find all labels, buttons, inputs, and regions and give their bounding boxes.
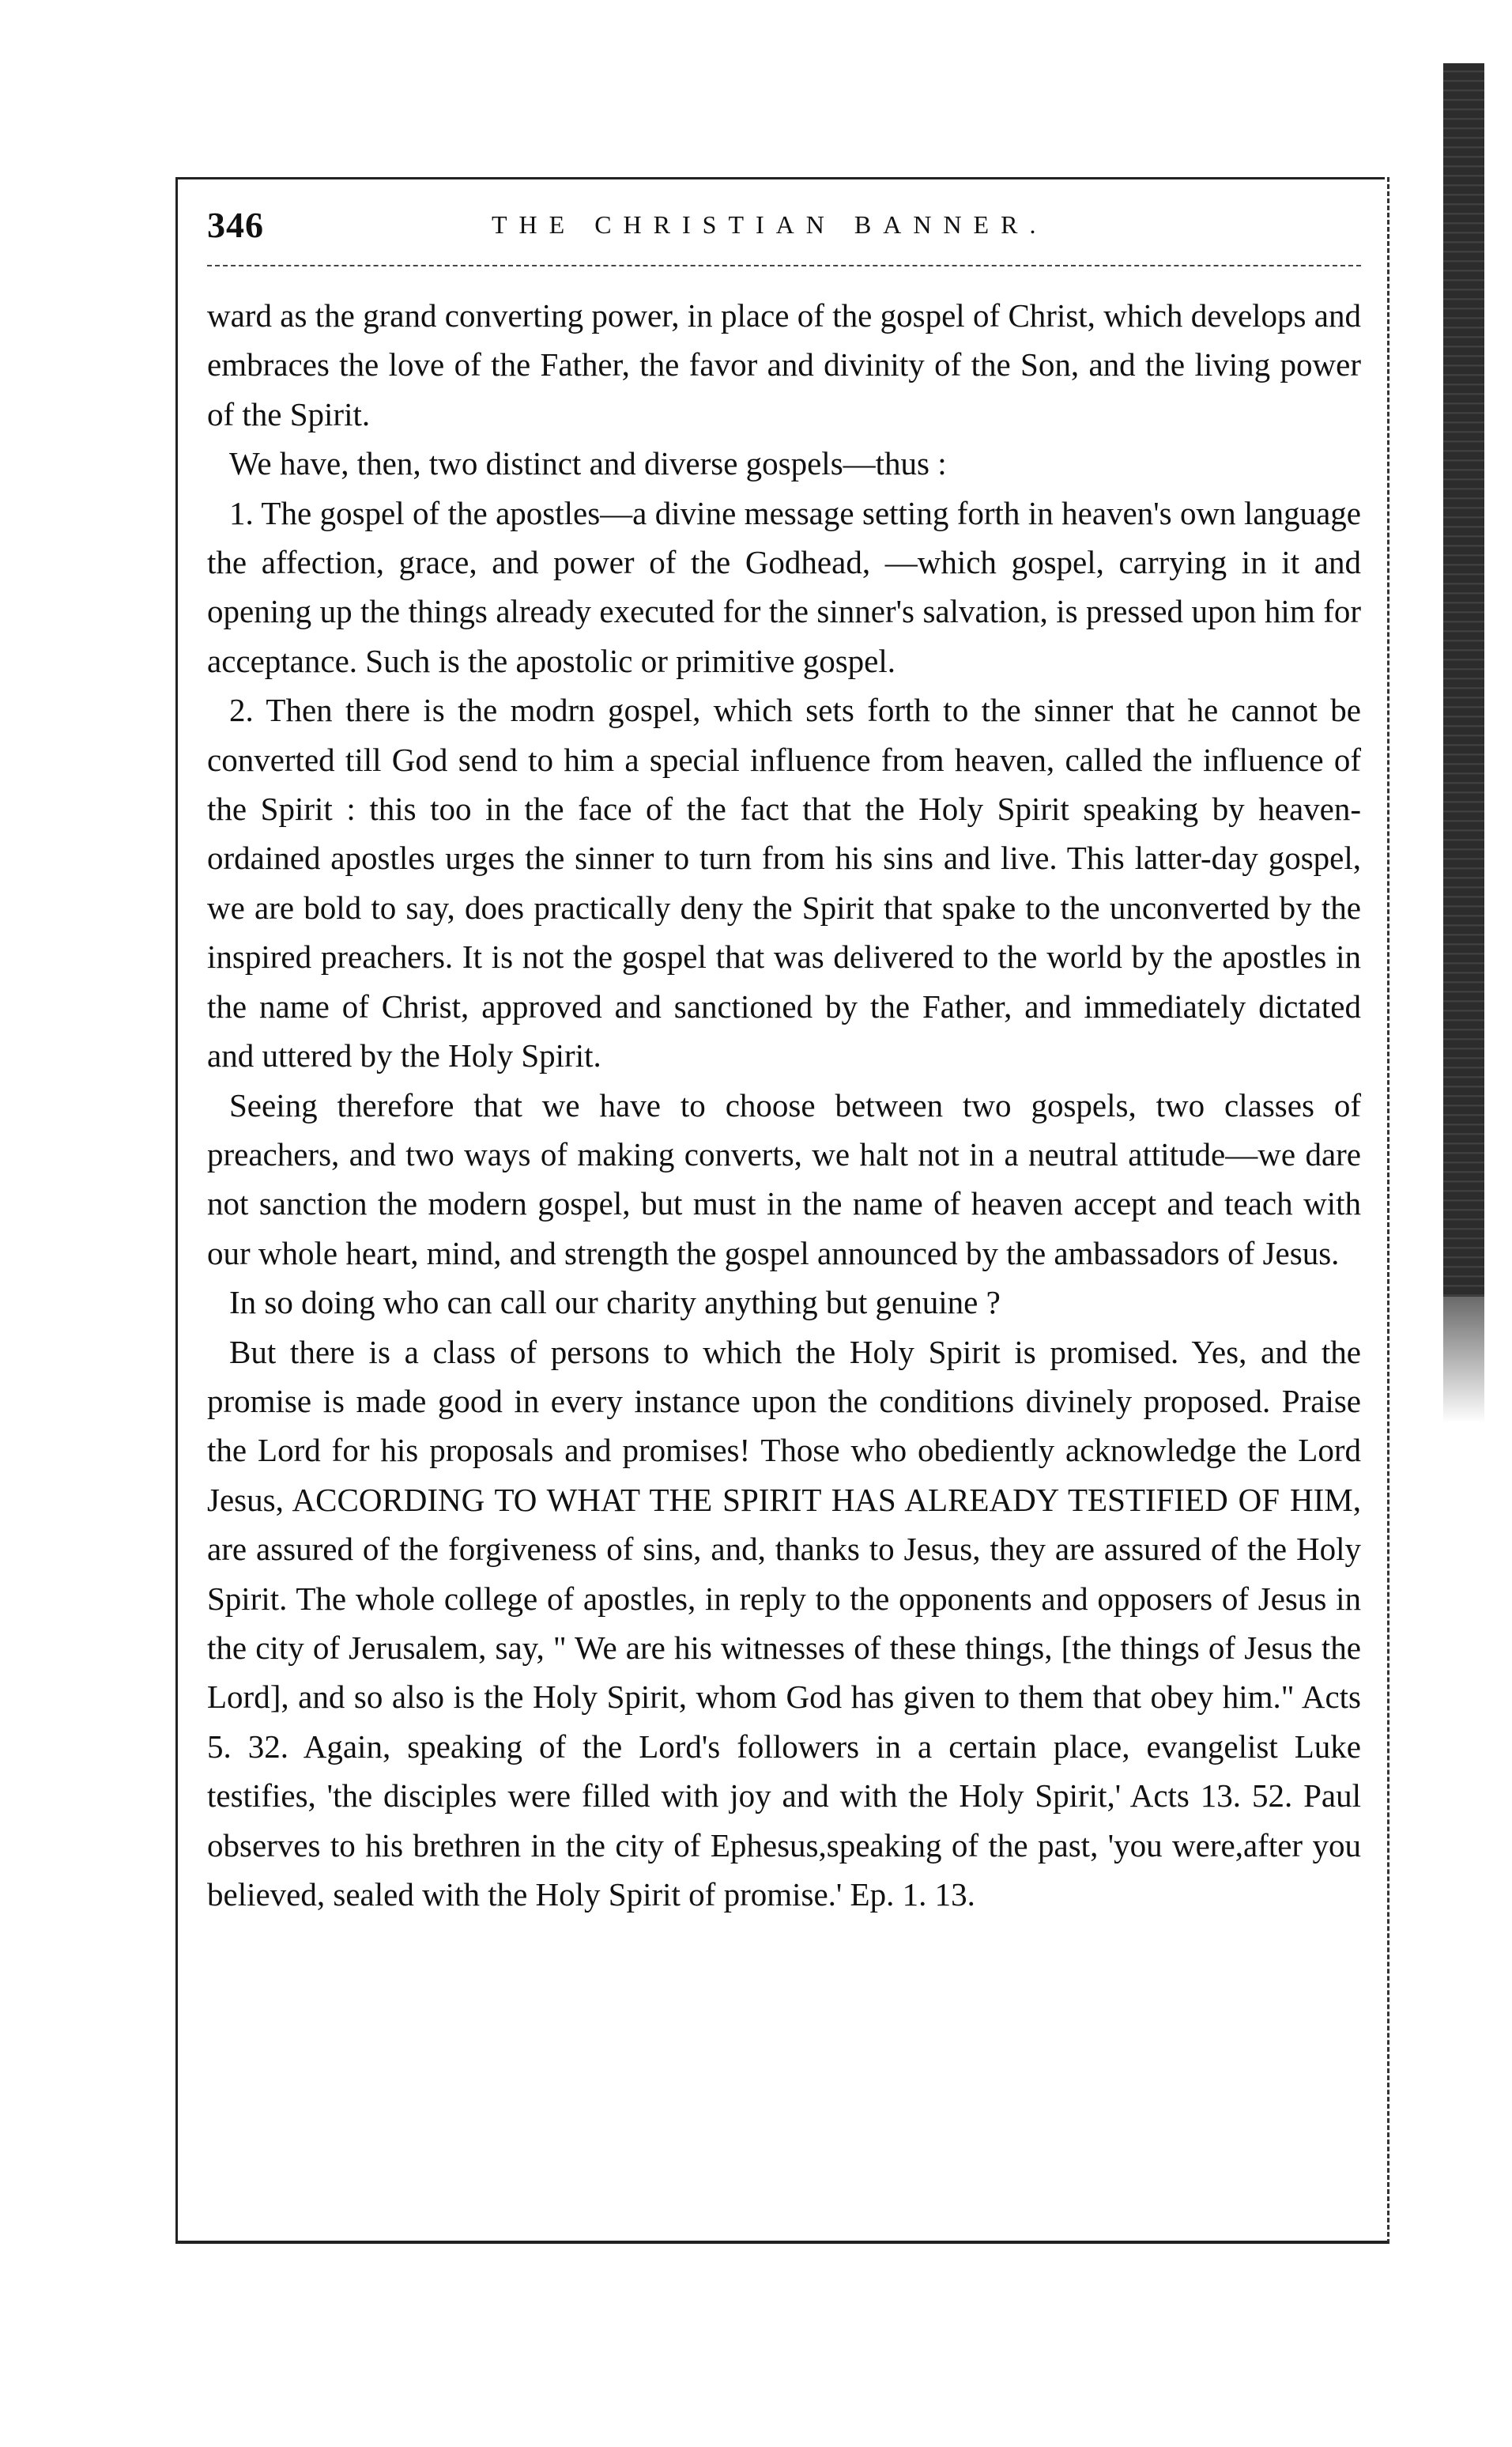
body-text (207, 291, 1361, 1919)
paragraph-charity: In so doing who can call our charity anything but genuine ? (229, 1284, 1001, 1321)
running-title: THE CHRISTIAN BANNER. (492, 210, 1048, 239)
binding-shadow (1443, 63, 1484, 1297)
paragraph-apostolic-gospel: 1. The gospel of the apostles—a divine message setting forth in heaven's own language the affection, grace, and power of the Godhead, —which gospel, carrying in it and opening up the things already executed for the sinner's salvation, is pressed upon him for acceptance. Such is the apostolic or primitive gospel. (207, 494, 1361, 679)
paragraph-choose-between: Seeing therefore that we have to choose between two gospels, two classes of preachers, and two ways of making converts, we halt not in a neutral attitude—we dare not sanction the modern gospel, but must in the name of heaven accept and teach with our whole heart, mind, and strength the gospel announced by the ambassadors of Jesus. (207, 1086, 1361, 1271)
paragraph-holy-spirit-promised: But there is a class of persons to which the Holy Spirit is promised. Yes, and the promise is made good in every instance upon the conditions divinely proposed. Praise the Lord for his proposals and promises! Those who obediently acknowledge the Lord Jesus, ACCORDING TO WHAT THE SPIRIT HAS ALREADY TESTIFIED OF HIM, are assured of the forgiveness of sins, and, thanks to Jesus, they are assured of the Holy Spirit. The whole college of apostles, in reply to the opponents and opposers of Jesus in the city of Jerusalem, say, " We are his witnesses of these things, [the things of Jesus the Lord], and so also is the Holy Spirit, whom God has given to them that obey him." Acts 5. 32. Again, speaking of the Lord's followers in a certain place, evangelist Luke testifies, 'the disciples were filled with joy and with the Holy Spirit,' Acts 13. 52. Paul observes to his brethren in the city of Ephesus,speaking of the past, 'you were,after you believed, sealed with the Holy Spirit of promise.' Ep. 1. 13. (207, 1333, 1361, 1913)
paragraph-continuation: ward as the grand converting power, in place of the gospel of Christ, which develops and embraces the love of the Father, the favor and divinity of the Son, and the living power of the Spirit. (207, 297, 1361, 432)
page-number: 346 (207, 205, 264, 245)
page-header (207, 204, 1361, 259)
header-rule (207, 265, 1361, 266)
paragraph-two-gospels: We have, then, two distinct and diverse gospels—thus : (229, 445, 947, 482)
binding-shadow-fade (1443, 1297, 1484, 1423)
paragraph-modern-gospel: 2. Then there is the modrn gospel, which sets forth to the sinner that he cannot be converted till God send to him a special influence from heaven, called the influence of the Spirit : this too in the face of the fact that the Holy Spirit speaking by heaven-ordained apostles urges the sinner to turn from his sins and live. This latter-day gospel, we are bold to say, does practically deny the Spirit that spake to the unconverted by the inspired preachers. It is not the gospel that was delivered to the world by the apostles in the name of Christ, approved and sanctioned by the Father, and immediately dictated and uttered by the Holy Spirit. (207, 692, 1361, 1074)
